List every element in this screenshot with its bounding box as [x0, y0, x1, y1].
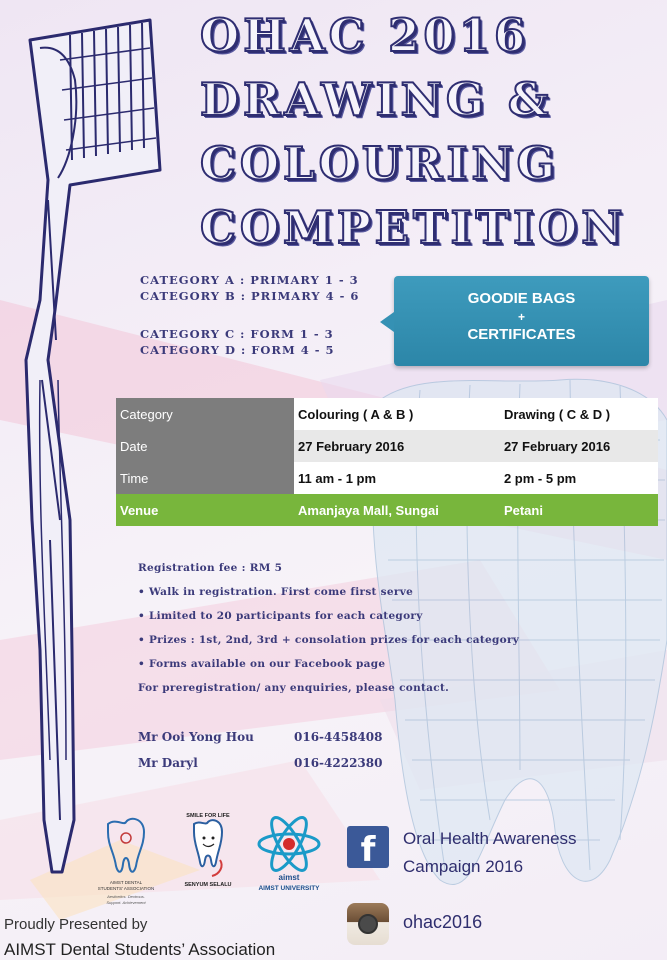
title-line-2: DRAWING & — [200, 73, 553, 126]
camera-lens-icon — [358, 914, 378, 934]
aimst-university-logo — [252, 812, 326, 894]
smile-for-life-logo — [176, 810, 240, 890]
goodie-line-2: CERTIFICATES — [467, 326, 576, 343]
contact-phone: 016-4458408 — [294, 730, 383, 744]
svg-text:STUDENTS' ASSOCIATION: STUDENTS' ASSOCIATION — [97, 886, 155, 891]
instagram-icon[interactable] — [347, 903, 389, 945]
row-value-colouring: Colouring ( A & B ) — [294, 398, 500, 430]
row-value-drawing: Drawing ( C & D ) — [500, 398, 658, 430]
category-a: CATEGORY A : PRIMARY 1 - 3 — [140, 273, 359, 287]
contact-item — [138, 750, 438, 776]
svg-text:Aesthetics. Dextrous.: Aesthetics. Dextrous. — [107, 894, 145, 899]
table-row-date — [116, 430, 658, 462]
contact-list — [138, 724, 438, 776]
dsa-logo-text: AIMST DENTAL — [109, 880, 143, 885]
svg-text:Support. Achievement: Support. Achievement — [106, 900, 146, 905]
venue-part-2: Petani — [500, 494, 658, 526]
category-c: CATEGORY C : FORM 1 - 3 — [140, 327, 334, 341]
row-label: Venue — [116, 494, 294, 526]
category-list — [140, 272, 359, 358]
row-value-drawing: 2 pm - 5 pm — [500, 462, 658, 494]
contact-item — [138, 724, 438, 750]
row-value-colouring: 27 February 2016 — [294, 430, 500, 462]
row-value-drawing: 27 February 2016 — [500, 430, 658, 462]
svg-text:AIMST UNIVERSITY: AIMST UNIVERSITY — [258, 885, 320, 892]
facebook-icon[interactable]: f — [347, 826, 389, 868]
svg-text:SENYUM SELALU: SENYUM SELALU — [184, 882, 232, 888]
association-name: AIMST Dental Students’ Association — [4, 940, 276, 959]
event-info-table — [116, 398, 658, 526]
venue-part-1: Amanjaya Mall, Sungai — [294, 494, 500, 526]
registration-details — [138, 556, 519, 700]
row-label: Time — [116, 462, 294, 494]
contact-name: Mr Daryl — [138, 756, 198, 770]
title-line-1: OHAC 2016 — [200, 9, 530, 62]
goodie-line-1: GOODIE BAGS — [467, 290, 576, 307]
table-row-category — [116, 398, 658, 430]
goodie-bags-callout — [394, 276, 649, 366]
facebook-line-2: Campaign 2016 — [403, 857, 524, 876]
row-label: Category — [116, 398, 294, 430]
dsa-logo — [96, 816, 156, 916]
row-label: Date — [116, 430, 294, 462]
table-row-time — [116, 462, 658, 494]
detail-item: • Walk in registration. First come first serve — [138, 586, 414, 598]
poster-title — [200, 4, 660, 260]
detail-item: • Limited to 20 participants for each category — [138, 610, 423, 622]
row-value-colouring: 11 am - 1 pm — [294, 462, 500, 494]
category-d: CATEGORY D : FORM 4 - 5 — [140, 343, 335, 357]
registration-fee: Registration fee : RM 5 — [138, 562, 283, 574]
instagram-handle[interactable]: ohac2016 — [403, 912, 483, 932]
svg-text:aimst: aimst — [278, 873, 300, 882]
title-line-3: COLOURING — [200, 137, 560, 190]
contact-name: Mr Ooi Yong Hou — [138, 730, 254, 744]
title-line-4: COMPETITION — [200, 201, 627, 254]
detail-item: • Forms available on our Facebook page — [138, 658, 386, 670]
detail-item: • Prizes : 1st, 2nd, 3rd + consolation prizes for each category — [138, 634, 520, 646]
table-row-venue — [116, 494, 658, 526]
contact-phone: 016-4222380 — [294, 756, 383, 770]
contact-prompt: For preregistration/ any enquiries, please contact. — [138, 682, 450, 694]
facebook-line-1: Oral Health Awareness — [403, 829, 577, 848]
goodie-plus: + — [517, 310, 525, 324]
facebook-page-name[interactable] — [403, 825, 577, 881]
category-b: CATEGORY B : PRIMARY 4 - 6 — [140, 289, 360, 303]
svg-text:SMILE FOR LIFE: SMILE FOR LIFE — [186, 813, 230, 819]
proudly-presented-label: Proudly Presented by — [4, 916, 148, 933]
